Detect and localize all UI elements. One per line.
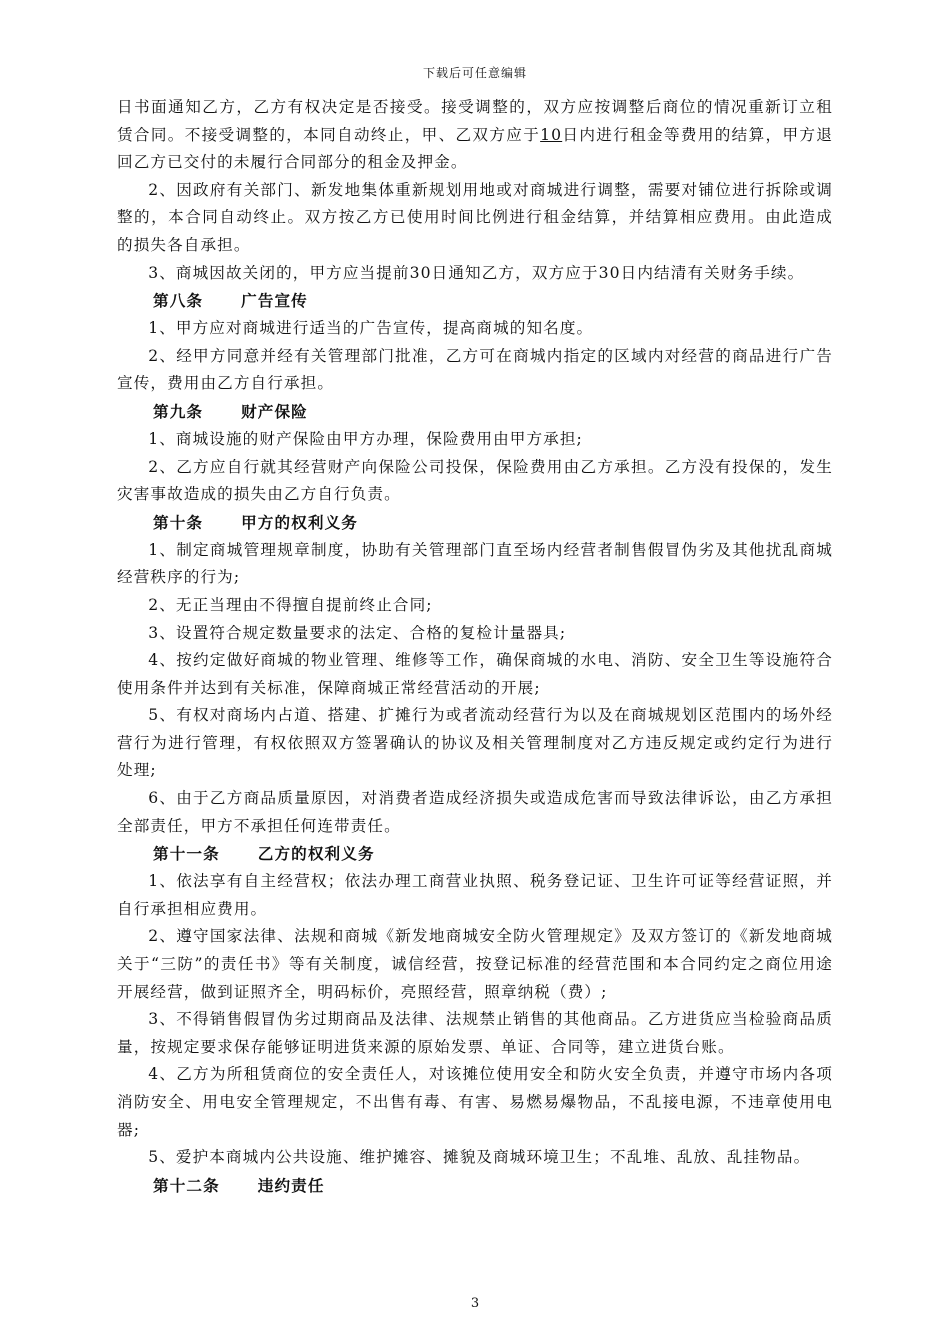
section-title: 违约责任 xyxy=(257,1175,325,1195)
section-number: 第十二条 xyxy=(153,1175,220,1195)
page-header: 下载后可任意编辑 xyxy=(422,66,527,80)
page-number: 3 xyxy=(470,1296,480,1311)
clause-item: 3、不得销售假冒伪劣过期商品及法律、法规禁止销售的其他商品。乙方进货应当检验商品质量，按规定要求保存能够证明进货来源的原始发票、单证、合同等，建立进货台账。 xyxy=(117,1010,833,1056)
continuation-text-1: 日书面通知乙方，乙方有权决定是否接受。接受调整的，双方应按调整后商位的情况重新订立租赁合同。不接受调整的，本同自动终止，甲、乙双方应于 xyxy=(117,98,833,144)
section-title: 甲方的权利义务 xyxy=(241,512,358,532)
clause-item: 2、经甲方同意并经有关管理部门批准，乙方可在商城内指定的区域内对经营的商品进行广告宣传，费用由乙方自行承担。 xyxy=(117,346,833,393)
underlined-days: 10 xyxy=(540,125,563,144)
section-number: 第十一条 xyxy=(153,844,220,864)
document-body xyxy=(117,94,833,1200)
section-number: 第九条 xyxy=(153,401,204,421)
clause-item: 4、按约定做好商城的物业管理、维修等工作，确保商城的水电、消防、安全卫生等设施符合使用条件并达到有关标准，保障商城正常经营活动的开展; xyxy=(117,651,833,697)
clause-item: 5、爱护本商城内公共设施、维护摊容、摊貌及商城环境卫生；不乱堆、乱放、乱挂物品。 xyxy=(148,1148,811,1167)
clause-item: 1、商城设施的财产保险由甲方办理，保险费用由甲方承担; xyxy=(148,429,583,448)
paragraph: 3、商城因故关闭的，甲方应当提前30日通知乙方，双方应于30日内结清有关财务手续。 xyxy=(148,263,805,282)
paragraph: 2、因政府有关部门、新发地集体重新规划用地或对商城进行调整，需要对铺位进行拆除或调整的，本合同自动终止。双方按乙方已使用时间比例进行租金结算，并结算相应费用。由此造成的损失各自承担。 xyxy=(117,180,833,254)
clause-item: 2、遵守国家法律、法规和商城《新发地商城安全防火管理规定》及双方签订的《新发地商城关于“三防”的责任书》等有关制度，诚信经营，按登记标准的经营范围和本合同约定之商位用途开展经营，做到证照齐全，明码标价，亮照经营，照章纳税（费）; xyxy=(117,927,833,1001)
continuation-paragraph xyxy=(117,94,833,177)
clause-item: 1、甲方应对商城进行适当的广告宣传，提高商城的知名度。 xyxy=(148,319,594,338)
clause-item: 2、无正当理由不得擅自提前终止合同; xyxy=(148,595,433,614)
section-number: 第十条 xyxy=(153,512,204,532)
continuation-text-2: 日内进行租金等费用的结算，甲方退回乙方已交付的未履行合同部分的租金及押金。 xyxy=(117,125,833,172)
section-heading xyxy=(117,509,833,537)
section-title: 财产保险 xyxy=(241,401,308,421)
section-number: 第八条 xyxy=(153,291,204,311)
section-title: 乙方的权利义务 xyxy=(257,844,375,864)
clause-item: 4、乙方为所租赁商位的安全责任人，对该摊位使用安全和防火安全负责，并遵守市场内各项消防安全、用电安全管理规定，不出售有毒、有害、易燃易爆物品，不乱接电源，不违章使用电器; xyxy=(117,1065,833,1139)
clause-item: 1、制定商城管理规章制度，协助有关管理部门直至场内经营者制售假冒伪劣及其他扰乱商城经营秩序的行为; xyxy=(117,540,833,587)
clause-item: 2、乙方应自行就其经营财产向保险公司投保，保险费用由乙方承担。乙方没有投保的，发生灾害事故造成的损失由乙方自行负责。 xyxy=(117,457,833,504)
section-heading xyxy=(117,1172,833,1200)
clause-item: 3、设置符合规定数量要求的法定、合格的复检计量器具; xyxy=(148,623,567,642)
section-heading xyxy=(117,398,833,426)
clause-item: 5、有权对商场内占道、搭建、扩摊行为或者流动经营行为以及在商城规划区范围内的场外经营行为进行管理，有权依照双方签署确认的协议及相关管理制度对乙方违反规定或约定行为进行处理; xyxy=(117,706,833,780)
clause-item: 1、依法享有自主经营权；依法办理工商营业执照、税务登记证、卫生许可证等经营证照，并自行承担相应费用。 xyxy=(117,872,833,918)
section-heading xyxy=(117,287,833,315)
section-heading xyxy=(117,840,833,868)
section-title: 广告宣传 xyxy=(241,291,308,311)
clause-item: 6、由于乙方商品质量原因，对消费者造成经济损失或造成危害而导致法律诉讼，由乙方承担全部责任，甲方不承担任何连带责任。 xyxy=(117,789,833,835)
